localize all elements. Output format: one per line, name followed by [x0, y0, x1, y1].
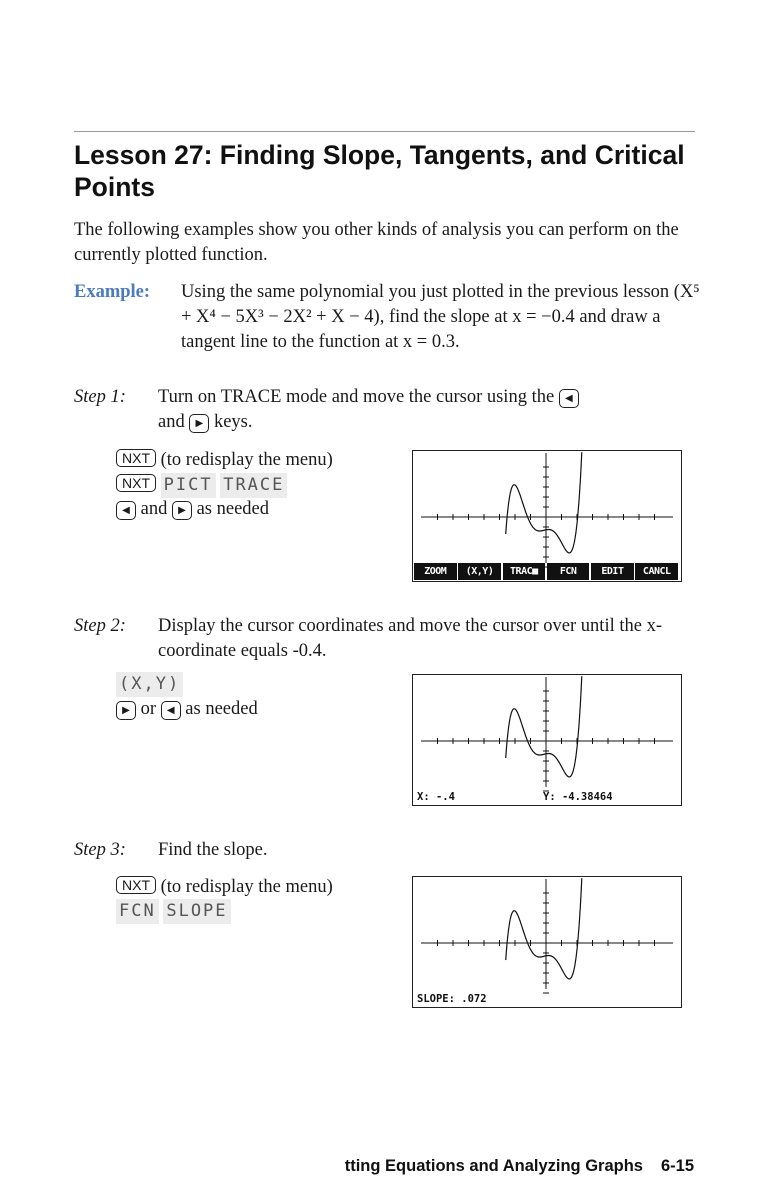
- graph-plot: [413, 451, 681, 581]
- softkey-edit: EDIT: [591, 563, 634, 580]
- softkey-fcn: FCN: [547, 563, 590, 580]
- step1-label: Step 1:: [74, 387, 126, 407]
- fcn-menu-key: FCN: [116, 899, 159, 924]
- calculator-screen-coordinates: [412, 674, 682, 806]
- polynomial: X⁵ + X⁴ − 5X³ − 2X² + X − 4: [181, 282, 700, 327]
- step1-line3: ◀ and ▶ as needed: [116, 497, 269, 522]
- chapter-title: tting Equations and Analyzing Graphs: [344, 1157, 643, 1175]
- step3-line1: NXT (to redisplay the menu): [116, 875, 333, 900]
- example-text: Using the same polynomial you just plotted in the previous lesson (X⁵ + X⁴ − 5X³ − 2X² + X − 4), find the slope at x = −0.4 and draw a tangent line to the function at x = 0.3.: [181, 282, 700, 352]
- nxt-key: NXT: [116, 449, 156, 467]
- page-title: Lesson 27: Finding Slope, Tangents, and Critical Points: [74, 140, 685, 202]
- intro-paragraph: The following examples show you other kinds of analysis you can perform on the currently plotted function.: [74, 220, 679, 265]
- left-arrow-key-icon: ◀: [116, 501, 136, 520]
- left-arrow-key-icon: ◀: [559, 389, 579, 408]
- x-readout: X: -.4: [417, 791, 455, 803]
- example-label: Example:: [74, 282, 151, 302]
- right-arrow-key-icon: ▶: [116, 701, 136, 720]
- softkey-zoom: ZOOM: [414, 563, 457, 580]
- step2-line1: [116, 672, 183, 697]
- softkey-xy: (X,Y): [458, 563, 501, 580]
- graph-plot: [413, 675, 681, 805]
- step1-text: Turn on TRACE mode and move the cursor using the ◀ and ▶ keys.: [158, 385, 698, 435]
- slope-readout: SLOPE: .072: [417, 993, 487, 1005]
- calculator-screen-slope: [412, 876, 682, 1008]
- pict-menu-key: PICT: [161, 473, 216, 498]
- step1-line1: NXT (to redisplay the menu): [116, 448, 333, 473]
- graph-axes-curve: [421, 878, 673, 993]
- step2-line2: ▶ or ◀ as needed: [116, 697, 258, 722]
- nxt-key: NXT: [116, 876, 156, 894]
- trace-menu-key: TRACE: [220, 473, 287, 498]
- right-arrow-key-icon: ▶: [172, 501, 192, 520]
- graph-axes-curve: [421, 452, 673, 567]
- graph-axes-curve: [421, 676, 673, 791]
- slope-menu-key: SLOPE: [163, 899, 230, 924]
- step3-line2: [116, 899, 231, 924]
- left-arrow-key-icon: ◀: [161, 701, 181, 720]
- step2-text: Display the cursor coordinates and move the cursor over until the x-coordinate equals -0.4.: [158, 616, 662, 661]
- step1-line2: [116, 473, 287, 498]
- header-rule: [74, 131, 695, 132]
- nxt-key: NXT: [116, 474, 156, 492]
- xy-menu-key: (X,Y): [116, 672, 183, 697]
- graph-plot: [413, 877, 681, 1007]
- right-arrow-key-icon: ▶: [189, 414, 209, 433]
- page-number: 6-15: [660, 1157, 694, 1175]
- softkey-cancel: CANCL: [635, 563, 678, 580]
- step2-label: Step 2:: [74, 616, 126, 636]
- softkey-trace: TRAC■: [503, 563, 546, 580]
- step3-text: Find the slope.: [158, 840, 268, 860]
- softkey-menu: [414, 563, 678, 580]
- page-footer: [345, 1157, 694, 1176]
- calculator-screen-trace: [412, 450, 682, 582]
- y-readout: Y: -4.38464: [543, 791, 613, 803]
- step3-label: Step 3:: [74, 840, 126, 860]
